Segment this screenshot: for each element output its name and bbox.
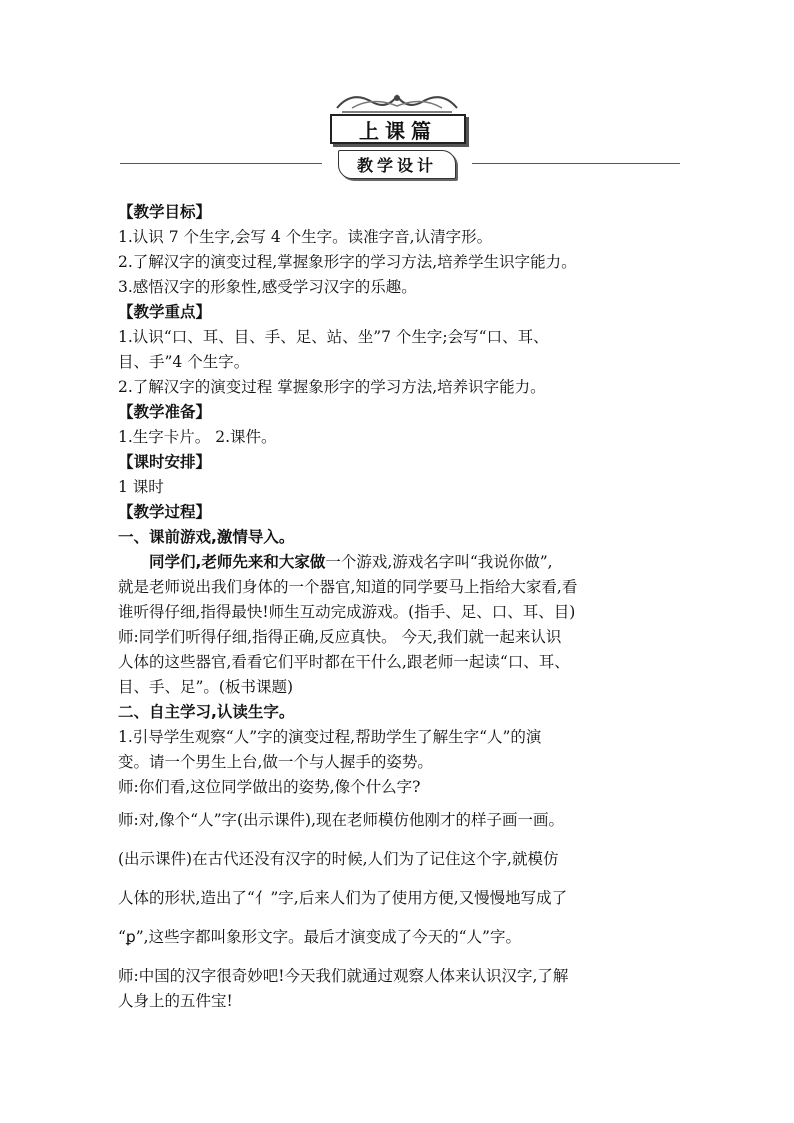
paragraph-line: 就是老师说出我们身体的一个器官,知道的同学要马上指给大家看,看 [118,578,578,596]
step-heading: 二、自主学习,认读生字。 [118,703,295,721]
key-points-heading: 【教学重点】 [118,303,212,321]
section-tab [322,152,472,176]
goal-item: 3.感悟汉字的形象性,感受学习汉字的乐趣。 [118,278,417,296]
goals-heading: 【教学目标】 [118,203,212,221]
paragraph-line: 谁听得仔细,指得最快!师生互动完成游戏。(指手、足、口、耳、目) [118,603,576,621]
lesson-body [118,200,678,1014]
key-point-item: 目、手”4 个生字。 [118,353,250,371]
goal-item: 2.了解汉字的演变过程,掌握象形字的学习方法,培养学生识字能力。 [118,253,577,271]
paragraph [118,550,678,575]
paragraph-line: 师:对,像个“人”字(出示课件),现在老师模仿他刚才的样子画一画。 [118,811,565,829]
paragraph-line: 人体的这些器官,看看它们平时都在干什么,跟老师一起读“口、耳、 [118,653,570,671]
paragraph-line: 人体的形状,造出了“⺅”字,后来人们为了使用方便,又慢慢地写成了 [118,889,568,907]
page-header [0,88,794,198]
paragraph-line: 目、手、足”。(板书课题) [118,678,294,696]
goal-item: 1.认识 7 个生字,会写 4 个生字。读准字音,认清字形。 [118,228,493,246]
ornament-icon [332,88,462,114]
paragraph-line: (出示课件)在古代还没有汉字的时候,人们为了记住这个字,就模仿 [118,850,559,868]
key-point-item: 1.认识“口、耳、目、手、足、站、坐”7 个生字;会写“口、耳、 [118,328,549,346]
paragraph-bold: 同学们,老师先来和大家做 [149,553,326,571]
paragraph-text: 一个游戏,游戏名字叫“我说你做”, [325,553,553,571]
paragraph-line: 师:你们看,这位同学做出的姿势,像个什么字? [118,778,421,796]
paragraph-line: 师:同学们听得仔细,指得正确,反应真快。 今天,我们就一起来认识 [118,628,562,646]
schedule-heading: 【课时安排】 [118,453,212,471]
section-tab-label: 教学设计 [338,150,456,179]
paragraph-line: 师:中国的汉字很奇妙吧!今天我们就通过观察人体来认识汉字,了解 [118,967,569,985]
paragraph-line: 变。请一个男生上台,做一个与人握手的姿势。 [118,753,433,771]
schedule-item: 1 课时 [118,478,164,496]
paragraph-line: 人身上的五件宝! [118,992,233,1010]
step-heading: 一、课前游戏,激情导入。 [118,528,295,546]
preparation-item: 1.生字卡片。 2.课件。 [118,428,277,446]
process-heading: 【教学过程】 [118,503,212,521]
paragraph-line: “ꝑ”,这些字都叫象形文字。最后才演变成了今天的“人”字。 [118,928,521,946]
preparation-heading: 【教学准备】 [118,403,212,421]
page-title: 上课篇 [330,114,466,144]
paragraph-line: 1.引导学生观察“人”字的演变过程,帮助学生了解生字“人”的演 [118,728,542,746]
key-point-item: 2.了解汉字的演变过程 掌握象形字的学习方法,培养识字能力。 [118,378,546,396]
